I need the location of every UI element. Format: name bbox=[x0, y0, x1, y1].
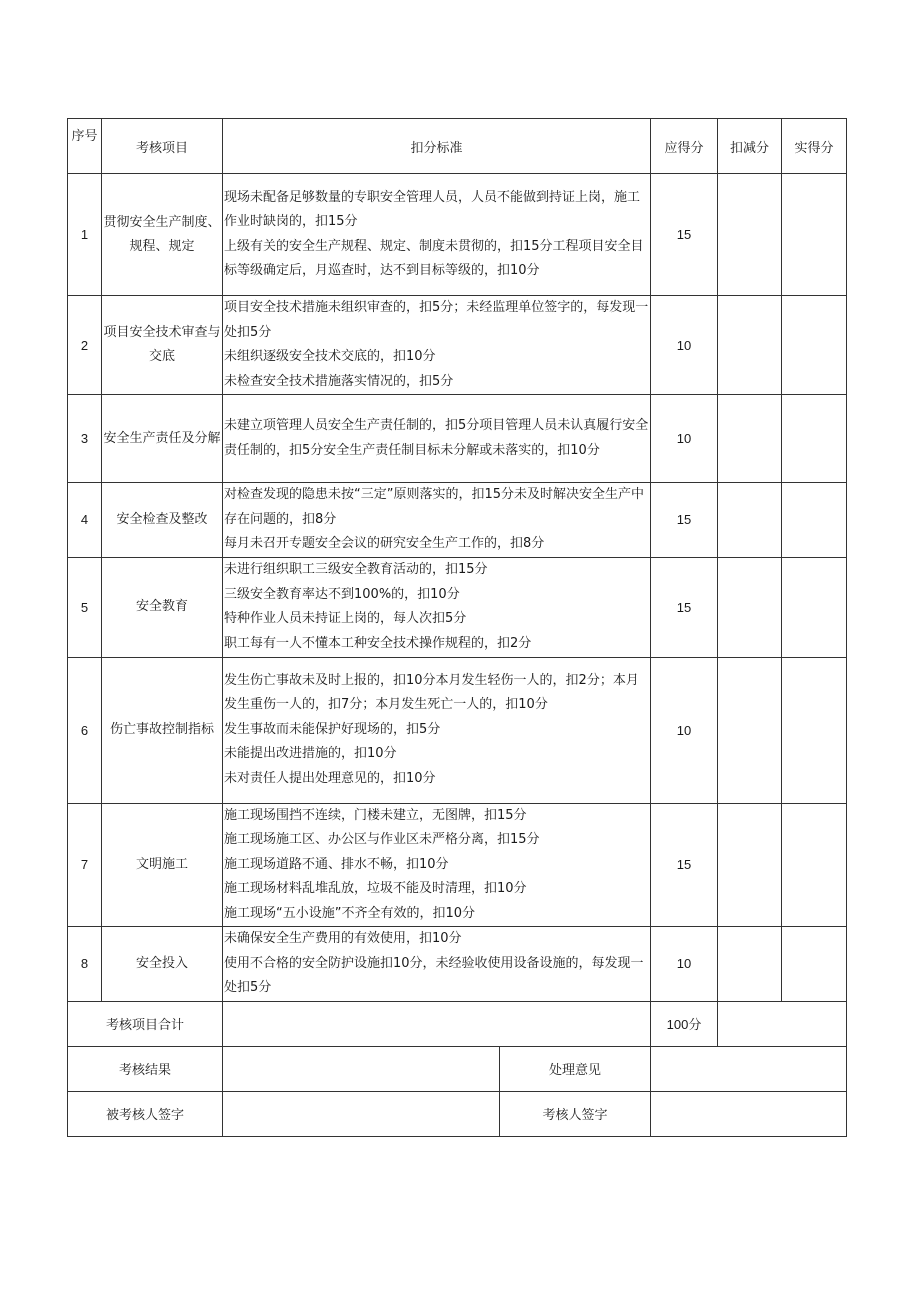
row-index: 7 bbox=[68, 803, 102, 927]
row-criteria bbox=[223, 296, 651, 395]
signature-row bbox=[68, 1091, 847, 1136]
row-actual-score-cell[interactable] bbox=[782, 174, 847, 296]
safety-assessment-table bbox=[67, 118, 847, 1137]
row-score: 10 bbox=[651, 657, 718, 803]
header-row bbox=[68, 119, 847, 174]
criteria-line: 施工现场“五小设施”不齐全有效的，扣10分 bbox=[224, 905, 476, 921]
criteria-line: 上级有关的安全生产规程、规定、制度未贯彻的，扣15分工程项目安全目标等级确定后，月巡查时，达不到目标等级的，扣10分 bbox=[224, 238, 644, 278]
row-criteria bbox=[223, 395, 651, 483]
total-label: 考核项目合计 bbox=[68, 1001, 223, 1046]
table-row bbox=[68, 803, 847, 927]
row-score: 15 bbox=[651, 174, 718, 296]
table-row bbox=[68, 557, 847, 657]
row-score: 15 bbox=[651, 483, 718, 558]
criteria-line: 项目安全技术措施未组织审查的，扣5分；未经监理单位签字的，每发现一处扣5分 bbox=[224, 300, 649, 340]
row-item: 安全投入 bbox=[102, 927, 223, 1002]
row-item: 文明施工 bbox=[102, 803, 223, 927]
criteria-line: 使用不合格的安全防护设施扣10分，未经验收使用设备设施的，每发现一处扣5分 bbox=[224, 955, 644, 995]
header-actual-score: 实得分 bbox=[782, 119, 847, 174]
row-index: 6 bbox=[68, 657, 102, 803]
header-criteria: 扣分标准 bbox=[223, 119, 651, 174]
criteria-line: 发生事故而未能保护好现场的，扣5分 bbox=[224, 721, 441, 737]
row-score: 10 bbox=[651, 927, 718, 1002]
examiner-sign-cell[interactable] bbox=[651, 1091, 847, 1136]
row-criteria bbox=[223, 557, 651, 657]
row-index: 4 bbox=[68, 483, 102, 558]
row-item: 伤亡事故控制指标 bbox=[102, 657, 223, 803]
criteria-line: 未确保安全生产费用的有效使用，扣10分 bbox=[224, 931, 462, 946]
examinee-sign-cell[interactable] bbox=[223, 1091, 500, 1136]
criteria-line: 未能提出改进措施的，扣10分 bbox=[224, 746, 397, 762]
criteria-line: 每月未召开专题安全会议的研究安全生产工作的，扣8分 bbox=[224, 536, 545, 551]
criteria-line: 职工每有一人不懂本工种安全技术操作规程的，扣2分 bbox=[224, 635, 532, 651]
row-score: 15 bbox=[651, 803, 718, 927]
table-row bbox=[68, 174, 847, 296]
criteria-line: 施工现场围挡不连续，门楼未建立，无图牌，扣15分 bbox=[224, 807, 527, 823]
header-deduction: 扣减分 bbox=[718, 119, 782, 174]
criteria-line: 未组织逐级安全技术交底的，扣10分 bbox=[224, 349, 436, 364]
row-index: 8 bbox=[68, 927, 102, 1002]
row-index: 3 bbox=[68, 395, 102, 483]
row-actual-score-cell[interactable] bbox=[782, 395, 847, 483]
table-row bbox=[68, 296, 847, 395]
criteria-line: 未对责任人提出处理意见的，扣10分 bbox=[224, 770, 436, 786]
row-criteria bbox=[223, 657, 651, 803]
header-max-score: 应得分 bbox=[651, 119, 718, 174]
criteria-line: 发生伤亡事故未及时上报的，扣10分本月发生轻伤一人的，扣2分；本月发生重伤一人的，扣7分；本月发生死亡一人的，扣10分 bbox=[224, 672, 639, 713]
criteria-line: 未检查安全技术措施落实情况的，扣5分 bbox=[224, 373, 454, 389]
row-score: 15 bbox=[651, 557, 718, 657]
row-item: 贯彻安全生产制度、规程、规定 bbox=[102, 174, 223, 296]
opinion-label: 处理意见 bbox=[500, 1046, 651, 1091]
row-actual-score-cell[interactable] bbox=[782, 803, 847, 927]
row-item: 安全生产责任及分解 bbox=[102, 395, 223, 483]
table-row bbox=[68, 657, 847, 803]
row-actual-score-cell[interactable] bbox=[782, 657, 847, 803]
row-deduction-cell[interactable] bbox=[718, 803, 782, 927]
row-deduction-cell[interactable] bbox=[718, 395, 782, 483]
total-blank-cell[interactable] bbox=[223, 1001, 651, 1046]
row-item: 安全检查及整改 bbox=[102, 483, 223, 558]
row-index: 1 bbox=[68, 174, 102, 296]
row-criteria bbox=[223, 483, 651, 558]
row-deduction-cell[interactable] bbox=[718, 174, 782, 296]
criteria-line: 特种作业人员未持证上岗的，每人次扣5分 bbox=[224, 611, 467, 626]
row-deduction-cell[interactable] bbox=[718, 657, 782, 803]
criteria-line: 现场未配备足够数量的专职安全管理人员，人员不能做到持证上岗，施工作业时缺岗的，扣15分 bbox=[224, 189, 641, 229]
criteria-line: 对检查发现的隐患未按“三定”原则落实的，扣15分未及时解决安全生产中存在问题的，扣8分 bbox=[224, 487, 645, 527]
row-criteria bbox=[223, 803, 651, 927]
row-index: 5 bbox=[68, 557, 102, 657]
table-row bbox=[68, 395, 847, 483]
row-item: 安全教育 bbox=[102, 557, 223, 657]
row-score: 10 bbox=[651, 296, 718, 395]
row-actual-score-cell[interactable] bbox=[782, 927, 847, 1002]
row-deduction-cell[interactable] bbox=[718, 483, 782, 558]
header-index: 序号 bbox=[68, 119, 102, 174]
total-actual-cell[interactable] bbox=[718, 1001, 847, 1046]
criteria-line: 未建立项管理人员安全生产责任制的，扣5分项目管理人员未认真履行安全责任制的，扣5分安全生产责任制目标未分解或未落实的，扣10分 bbox=[224, 418, 649, 458]
criteria-line: 三级安全教育率达不到100%的，扣10分 bbox=[224, 586, 460, 602]
row-item: 项目安全技术审查与交底 bbox=[102, 296, 223, 395]
row-actual-score-cell[interactable] bbox=[782, 296, 847, 395]
examiner-sign-label: 考核人签字 bbox=[500, 1091, 651, 1136]
row-actual-score-cell[interactable] bbox=[782, 483, 847, 558]
table-row bbox=[68, 927, 847, 1002]
row-actual-score-cell[interactable] bbox=[782, 557, 847, 657]
row-deduction-cell[interactable] bbox=[718, 927, 782, 1002]
examinee-sign-label: 被考核人签字 bbox=[68, 1091, 223, 1136]
row-criteria bbox=[223, 174, 651, 296]
row-deduction-cell[interactable] bbox=[718, 296, 782, 395]
criteria-line: 施工现场材料乱堆乱放，垃圾不能及时清理，扣10分 bbox=[224, 881, 527, 896]
criteria-line: 施工现场施工区、办公区与作业区未严格分离，扣15分 bbox=[224, 832, 540, 847]
result-label: 考核结果 bbox=[68, 1046, 223, 1091]
result-value-cell[interactable] bbox=[223, 1046, 500, 1091]
row-index: 2 bbox=[68, 296, 102, 395]
row-criteria bbox=[223, 927, 651, 1002]
result-row bbox=[68, 1046, 847, 1091]
total-row bbox=[68, 1001, 847, 1046]
opinion-value-cell[interactable] bbox=[651, 1046, 847, 1091]
row-score: 10 bbox=[651, 395, 718, 483]
criteria-line: 施工现场道路不通、排水不畅，扣10分 bbox=[224, 856, 449, 872]
header-item: 考核项目 bbox=[102, 119, 223, 174]
total-score: 100分 bbox=[651, 1001, 718, 1046]
table-row bbox=[68, 483, 847, 558]
criteria-line: 未进行组织职工三级安全教育活动的，扣15分 bbox=[224, 562, 488, 577]
row-deduction-cell[interactable] bbox=[718, 557, 782, 657]
